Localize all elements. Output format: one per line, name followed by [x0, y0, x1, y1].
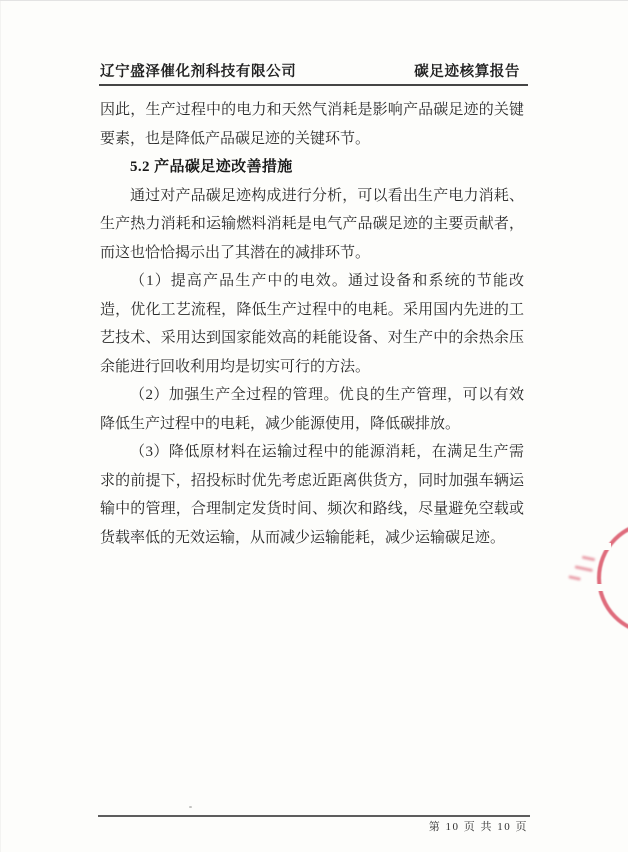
paragraph-intro: 因此，生产过程中的电力和天然气消耗是影响产品碳足迹的关键要素，也是降低产品碳足迹的关键环节。 [100, 102, 524, 147]
seal-wear-gap [594, 584, 604, 591]
page-body [100, 96, 524, 552]
paragraph-analysis: 通过对产品碳足迹构成进行分析，可以看出生产电力消耗、生产热力消耗和运输燃料消耗是电气产品碳足迹的主要贡献者，而这也恰恰揭示出了其潜在的减排环节。 [100, 187, 524, 261]
header-report-title: 碳足迹核算报告 [414, 64, 520, 80]
red-seal-text-marks [565, 554, 599, 600]
paragraph-measure-1: （1）提高产品生产中的电效。通过设备和系统的节能改造，优化工艺流程，降低生产过程中的电耗。采用国内先进的工艺技术、采用达到国家能效高的耗能设备、对生产中的余热余压余能进行回收利用均是切实可行的方法。 [100, 273, 524, 375]
paragraph-measure-2: （2）加强生产全过程的管理。优良的生产管理，可以有效降低生产过程中的电耗，减少能源使用，降低碳排放。 [100, 387, 524, 432]
red-seal-arc [597, 521, 628, 635]
page-number: 第 10 页 共 10 页 [428, 821, 528, 833]
scan-artifact-dot [189, 806, 192, 808]
section-heading: 5.2 产品碳足迹改善措施 [130, 159, 293, 175]
header-company-name: 辽宁盛泽催化剂科技有限公司 [100, 64, 297, 80]
footer-divider-line [98, 815, 530, 817]
header-divider-line [99, 84, 528, 86]
seal-wear-gap [600, 543, 611, 550]
paragraph-measure-3: （3）降低原材料在运输过程中的能源消耗，在满足生产需求的前提下，招投标时优先考虑近距离供货方，同时加强车辆运输中的管理，合理制定发货时间、频次和路线，尽量避免空载或货载率低的无效运输，从而减少运输能耗，减少运输碳足迹。 [100, 444, 524, 546]
